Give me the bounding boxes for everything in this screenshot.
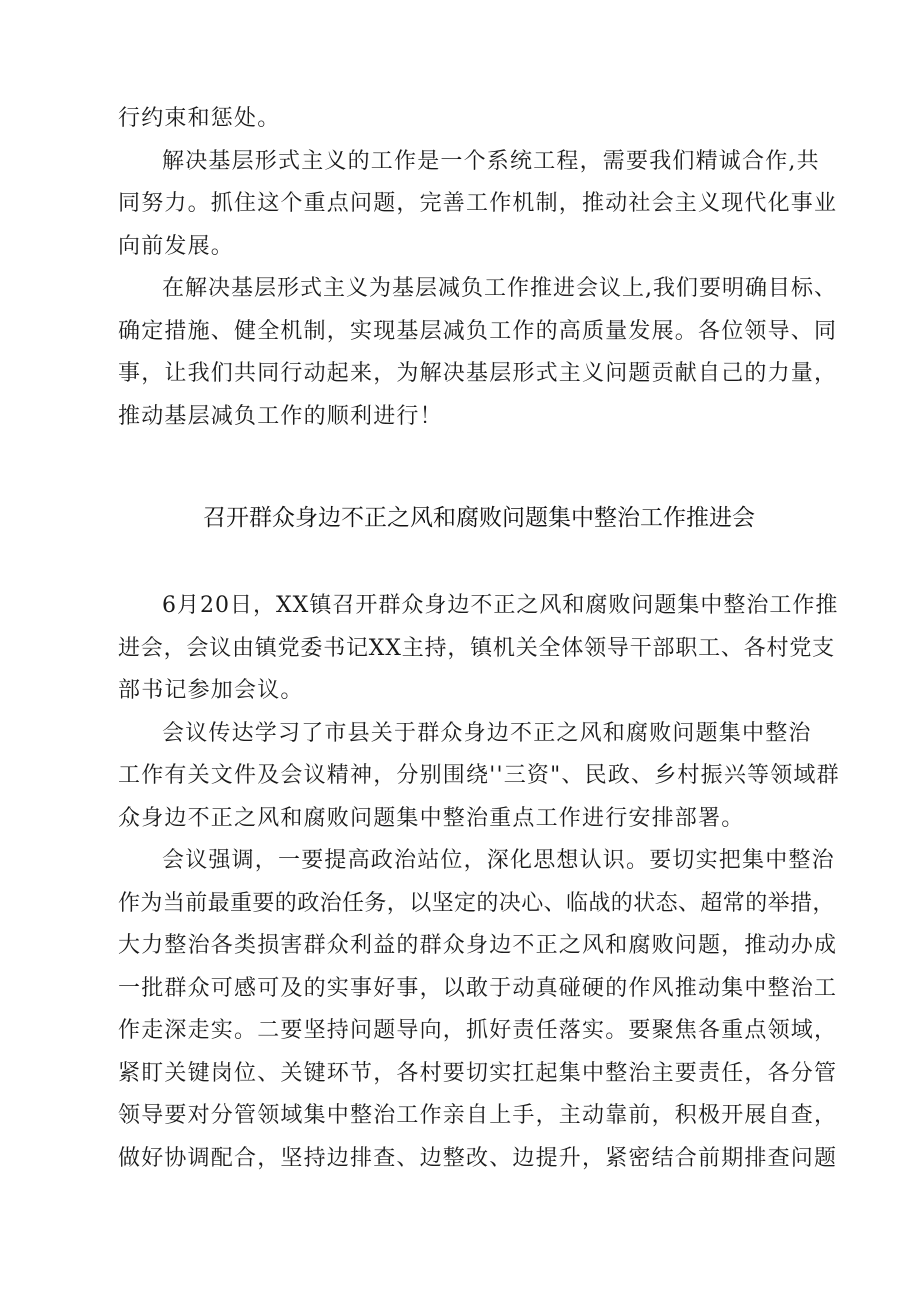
paragraph-line: 解决基层形式主义的工作是一个系统工程，需要我们精诚合作,共: [162, 148, 820, 174]
paragraph-line: 同努力。抓住这个重点问题，完善工作机制，推动社会主义现代化事业: [118, 191, 838, 216]
paragraph-line: 推动基层减负工作的顺利进行！: [118, 403, 443, 429]
section-title: 召开群众身边不正之风和腐败问题集中整治工作推进会: [203, 505, 755, 531]
paragraph-line: 大力整治各类损害群众利益的群众身边不正之风和腐败问题，推动办成: [118, 933, 838, 958]
paragraph-line: 事，让我们共同行动起来，为解决基层形式主义问题贡献自己的力量，: [118, 361, 838, 386]
paragraph-line: 作走深走实。二要坚持问题导向，抓好责任落实。要聚焦各重点领域，: [118, 1018, 838, 1043]
paragraph-line: 行约束和惩处。: [118, 106, 281, 131]
paragraph-line: 会议强调，一要提高政治站位，深化思想认识。要切实把集中整治: [162, 848, 835, 873]
paragraph-line: 一批群众可感可及的实事好事，以敢于动真碰硬的作风推动集中整治工: [118, 975, 838, 1001]
paragraph-line: 会议传达学习了市县关于群众身边不正之风和腐败问题集中整治: [162, 720, 812, 746]
paragraph-line: 做好协调配合，坚持边排查、边整改、边提升，紧密结合前期排查问题: [118, 1145, 838, 1171]
paragraph-line: 向前发展。: [118, 233, 235, 259]
upper-text-block: [118, 98, 840, 438]
paragraph-line: 在解决基层形式主义为基层减负工作推进会议上,我们要明确目标、: [162, 276, 837, 301]
paragraph-line: 确定措施、健全机制，实现基层减负工作的高质量发展。各位领导、同: [118, 318, 838, 344]
paragraph-line: 工作有关文件及会议精神，分别围绕''三资"、民政、乡村振兴等领域群: [118, 763, 840, 788]
paragraph-line: 领导要对分管领域集中整治工作亲自上手，主动靠前，积极开展自查，: [118, 1103, 838, 1128]
paragraph-line: 6月20日，XX镇召开群众身边不正之风和腐败问题集中整治工作推: [162, 593, 839, 618]
lower-text-block: [118, 585, 840, 1180]
paragraph-line: 部书记参加会议。: [118, 678, 304, 703]
paragraph-line: 紧盯关键岗位、关键环节，各村要切实扛起集中整治主要责任，各分管: [118, 1060, 838, 1086]
paragraph-line: 进会，会议由镇党委书记XX主持，镇机关全体领导干部职工、各村党支: [118, 635, 835, 661]
paragraph-line: 作为当前最重要的政治任务，以坚定的决心、临战的状态、超常的举措，: [118, 890, 835, 916]
paragraph-line: 众身边不正之风和腐败问题集中整治重点工作进行安排部署。: [118, 805, 745, 831]
